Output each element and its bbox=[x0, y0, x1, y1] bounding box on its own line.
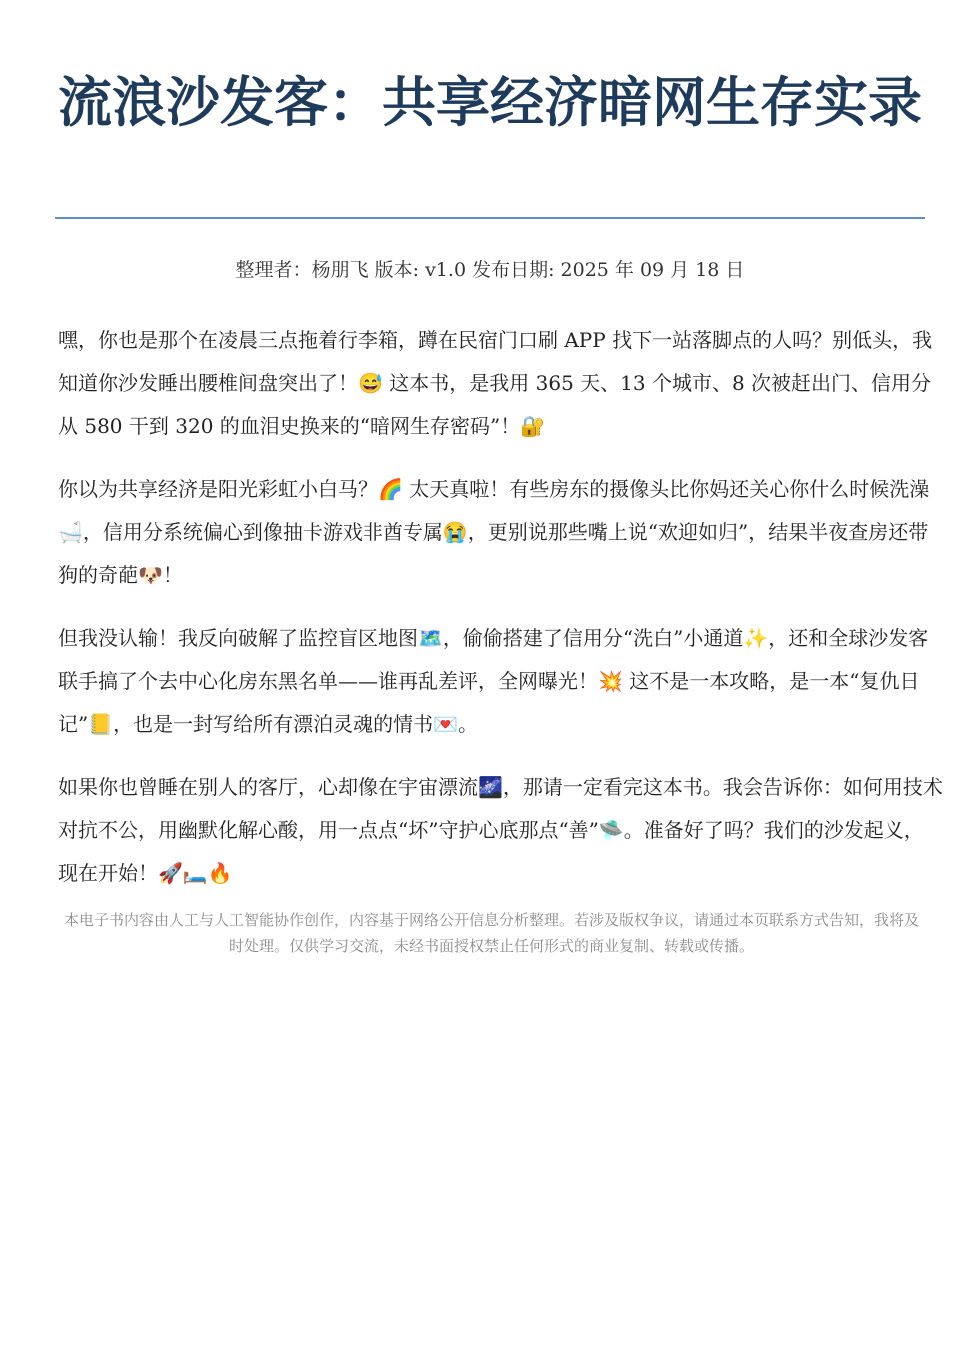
date-value: 2025 年 09 月 18 日 bbox=[560, 259, 745, 281]
date-label: 发布日期: bbox=[472, 259, 555, 281]
document-meta bbox=[55, 256, 925, 284]
version-label: 版本: bbox=[374, 259, 420, 281]
copyright-disclaimer: 本电子书内容由人工与人工智能协作创作，内容基于网络公开信息分析整理。若涉及版权争议，请通过本页联系方式告知，我将及时处理。仅供学习交流，未经书面授权禁止任何形式的商业复制、转载或传播。 bbox=[63, 911, 919, 955]
compiler-label: 整理者： bbox=[235, 259, 312, 281]
paragraph-sharing-economy: 你以为共享经济是阳光彩虹小白马？🌈 太天真啦！有些房东的摄像头比你妈还关心你什么时候洗澡🛁，信用分系统偏心到像抽卡游戏非酋专属😭，更别说那些嘴上说“欢迎如归”，结果半夜查房还带狗的奇葩🐶！ bbox=[58, 477, 930, 587]
paragraph-call-to-action: 如果你也曾睡在别人的客厅，心却像在宇宙漂流🌌，那请一定看完这本书。我会告诉你：如何用技术对抗不公，用幽默化解心酸，用一点点“坏”守护心底那点“善”🛸。准备好了吗？我们的沙发起义，现在开始！🚀🛏️🔥 bbox=[58, 775, 943, 885]
paragraph-resistance: 但我没认输！我反向破解了监控盲区地图🗺️，偷偷搭建了信用分“洗白”小通道✨，还和全球沙发客联手搞了个去中心化房东黑名单——谁再乱差评，全网曝光！💥 这不是一本攻略，是一本“复仇日记”📒，也是一封写给所有漂泊灵魂的情书💌。 bbox=[58, 626, 929, 736]
document-title: 流浪沙发客：共享经济暗网生存实录 bbox=[58, 71, 922, 134]
compiler-name: 杨朋飞 bbox=[311, 259, 369, 281]
title-divider bbox=[55, 217, 925, 219]
version-value: v1.0 bbox=[425, 259, 467, 281]
document-body bbox=[58, 319, 943, 959]
paragraph-intro: 嘿，你也是那个在凌晨三点拖着行李箱，蹲在民宿门口刷 APP 找下一站落脚点的人吗？别低头，我知道你沙发睡出腰椎间盘突出了！😅 这本书，是我用 365 天、13 个城市、8 次被赶出门、信用分从 580 干到 320 的血泪史换来的“暗网生存密码”！🔐 bbox=[58, 328, 933, 438]
